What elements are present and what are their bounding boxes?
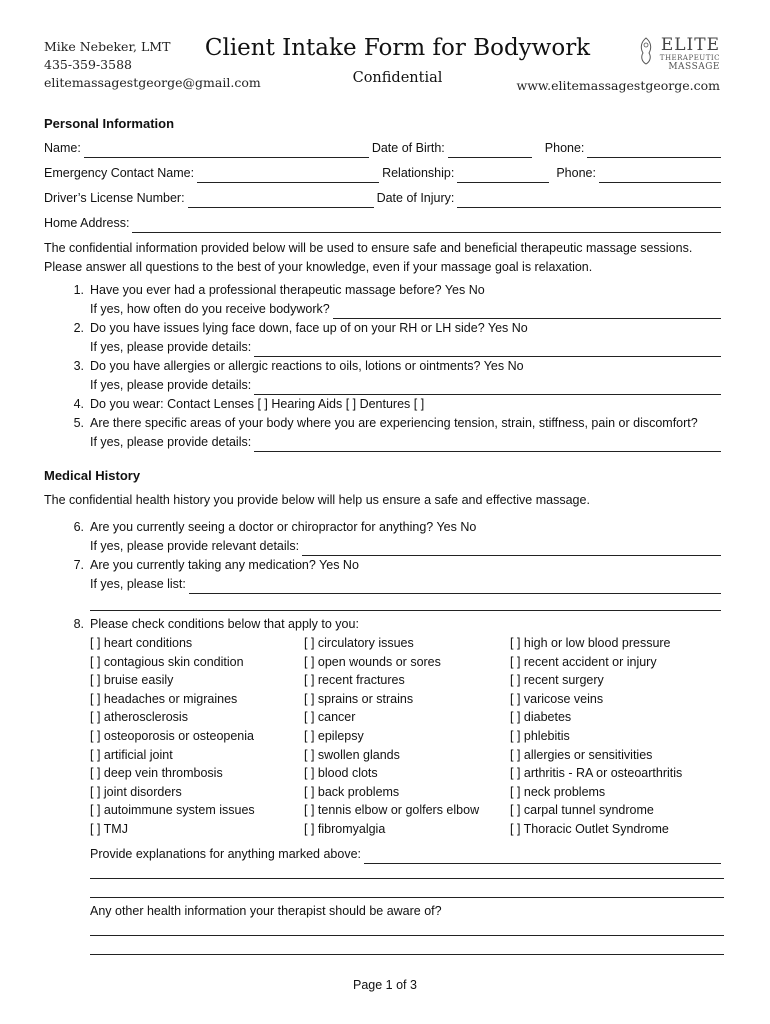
condition-checkbox-item[interactable]: [ ] cancer — [304, 710, 356, 725]
logo — [517, 36, 720, 72]
logo-emblem-icon — [636, 36, 656, 66]
followup-label: If yes, please provide relevant details: — [90, 539, 300, 553]
question-number: 1. — [73, 283, 84, 297]
therapist-email: elitemassagestgeorge@gmail.com — [44, 75, 261, 90]
condition-checkbox-item[interactable]: [ ] TMJ — [90, 821, 128, 836]
injury-field[interactable] — [457, 195, 721, 208]
therapist-name: Mike Nebeker, LMT — [44, 39, 171, 54]
followup-field[interactable] — [189, 581, 721, 594]
section-heading-personal: Personal Information — [44, 116, 175, 131]
followup-field[interactable] — [333, 306, 721, 319]
followup-label: If yes, please list: — [90, 577, 186, 591]
emergency-contact-label: Emergency Contact Name: — [44, 166, 195, 180]
condition-checkbox-item[interactable]: [ ] back problems — [304, 784, 400, 799]
condition-checkbox-item[interactable]: [ ] diabetes — [510, 710, 572, 725]
license-label: Driver’s License Number: — [44, 191, 185, 205]
medical-intro: The confidential health history you provide below will help us ensure a safe and effective massage. — [44, 493, 590, 507]
condition-checkbox-item[interactable]: [ ] bruise easily — [90, 673, 174, 688]
questions-list-2 — [44, 518, 724, 634]
phone-label: Phone: — [544, 141, 585, 155]
followup-label: If yes, please provide details: — [90, 340, 252, 354]
question-text: Do you have issues lying face down, face up of on your RH or LH side? Yes No — [90, 321, 528, 335]
question-text: Are there specific areas of your body where you are experiencing tension, strain, stiffness, pain or discomfort? — [90, 416, 698, 430]
section-heading-medical: Medical History — [44, 468, 141, 483]
followup-field[interactable] — [254, 344, 721, 357]
question-1 — [44, 281, 724, 319]
name-field[interactable] — [84, 145, 369, 158]
address-label: Home Address: — [44, 216, 130, 230]
emergency-contact-field[interactable] — [197, 170, 379, 183]
dob-label: Date of Birth: — [371, 141, 445, 155]
question-text: Are you currently taking any medication? Yes No — [90, 558, 359, 572]
question-3 — [44, 357, 724, 395]
question-7 — [44, 556, 724, 611]
form-title: Client Intake Form for Bodywork — [204, 35, 591, 61]
condition-checkbox-item[interactable]: [ ] recent fractures — [304, 673, 405, 688]
license-row — [44, 183, 724, 208]
question-number: 5. — [73, 416, 84, 430]
followup-label: If yes, please provide details: — [90, 378, 252, 392]
website-url: www.elitemassagestgeorge.com — [516, 78, 720, 93]
condition-checkbox-item[interactable]: [ ] swollen glands — [304, 747, 400, 762]
question-2 — [44, 319, 724, 357]
followup-field[interactable] — [254, 439, 721, 452]
questions-list-1 — [44, 281, 724, 452]
condition-checkbox-item[interactable]: [ ] recent accident or injury — [510, 654, 657, 669]
license-field[interactable] — [188, 195, 374, 208]
other-info-label: Any other health information your therapist should be aware of? — [90, 903, 442, 918]
explain-row — [90, 845, 724, 864]
question-number: 8. — [73, 617, 84, 631]
address-row — [44, 208, 724, 233]
question-number: 3. — [73, 359, 84, 373]
followup-label: If yes, how often do you receive bodywork? — [90, 302, 330, 316]
phone-field[interactable] — [587, 145, 721, 158]
condition-checkbox-item[interactable]: [ ] phlebitis — [510, 728, 570, 743]
conditions-checklist — [90, 634, 724, 839]
condition-checkbox-item[interactable]: [ ] deep vein thrombosis — [90, 766, 223, 781]
condition-checkbox-item[interactable]: [ ] arthritis - RA or osteoarthritis — [510, 766, 683, 781]
condition-checkbox-item[interactable]: [ ] osteoporosis or osteopenia — [90, 728, 254, 743]
condition-checkbox-item[interactable]: [ ] tennis elbow or golfers elbow — [304, 803, 480, 818]
followup-field-2[interactable] — [90, 598, 721, 611]
condition-checkbox-item[interactable]: [ ] Thoracic Outlet Syndrome — [510, 821, 669, 836]
question-4 — [44, 395, 724, 414]
condition-checkbox-item[interactable]: [ ] sprains or strains — [304, 691, 414, 706]
condition-checkbox-item[interactable]: [ ] artificial joint — [90, 747, 173, 762]
question-number: 6. — [73, 520, 84, 534]
condition-checkbox-item[interactable]: [ ] circulatory issues — [304, 636, 414, 650]
injury-label: Date of Injury: — [376, 191, 455, 205]
form-body — [44, 110, 724, 955]
form-subtitle: Confidential — [352, 70, 443, 86]
condition-checkbox-item[interactable]: [ ] heart conditions — [90, 636, 193, 650]
name-label: Name: — [44, 141, 81, 155]
explain-label: Provide explanations for anything marked above: — [90, 846, 361, 861]
address-field[interactable] — [132, 220, 721, 233]
page-number: Page 1 of 3 — [353, 978, 417, 992]
question-number: 4. — [73, 397, 84, 411]
logo-main-text: ELITE — [660, 35, 720, 55]
logo-line-1: THERAPEUTIC — [659, 54, 720, 62]
followup-label: If yes, please provide details: — [90, 435, 252, 449]
condition-checkbox-item[interactable]: [ ] recent surgery — [510, 673, 604, 688]
condition-checkbox-item[interactable]: [ ] atherosclerosis — [90, 710, 188, 725]
explain-field-3[interactable] — [90, 883, 724, 898]
intro-paragraph — [44, 239, 724, 277]
emergency-row — [44, 158, 724, 183]
question-5 — [44, 414, 724, 452]
condition-checkbox-item[interactable]: [ ] carpal tunnel syndrome — [510, 803, 654, 818]
relationship-field[interactable] — [457, 170, 549, 183]
name-row — [44, 133, 724, 158]
condition-checkbox-item[interactable]: [ ] contagious skin condition — [90, 654, 244, 669]
other-info-field-1[interactable] — [90, 921, 724, 936]
other-info-field-2[interactable] — [90, 940, 724, 955]
question-text: Do you have allergies or allergic reactions to oils, lotions or ointments? Yes No — [90, 359, 524, 373]
dob-field[interactable] — [448, 145, 532, 158]
question-number: 7. — [73, 558, 84, 572]
business-logo-block — [517, 36, 720, 93]
explain-field-2[interactable] — [90, 864, 724, 879]
condition-checkbox-item[interactable]: [ ] joint disorders — [90, 784, 182, 799]
condition-checkbox-item[interactable]: [ ] high or low blood pressure — [510, 636, 671, 650]
condition-checkbox-item[interactable]: [ ] autoimmune system issues — [90, 803, 255, 818]
condition-checkbox-item[interactable]: [ ] open wounds or sores — [304, 654, 441, 669]
emergency-phone-label: Phone: — [556, 166, 596, 180]
question-text: Do you wear: Contact Lenses [ ] Hearing Aids [ ] Dentures [ ] — [90, 397, 425, 411]
intro-line-2: Please answer all questions to the best of your knowledge, even if your massage goal is relaxation. — [44, 260, 593, 274]
explain-field[interactable] — [364, 851, 721, 864]
followup-field[interactable] — [302, 543, 721, 556]
question-number: 2. — [73, 321, 84, 335]
intro-line-1: The confidential information provided below will be used to ensure safe and beneficial therapeutic massage sessions. — [44, 241, 693, 255]
condition-checkbox-item[interactable]: [ ] epilepsy — [304, 728, 364, 743]
emergency-phone-field[interactable] — [599, 170, 721, 183]
logo-line-2: MASSAGE — [668, 62, 720, 72]
condition-checkbox-item[interactable]: [ ] headaches or migraines — [90, 691, 238, 706]
condition-checkbox-item[interactable]: [ ] fibromyalgia — [304, 821, 386, 836]
condition-checkbox-item[interactable]: [ ] blood clots — [304, 766, 378, 781]
question-6 — [44, 518, 724, 556]
question-text: Please check conditions below that apply to you: — [90, 617, 359, 631]
question-8 — [44, 615, 724, 634]
question-text: Are you currently seeing a doctor or chiropractor for anything? Yes No — [90, 520, 477, 534]
condition-checkbox-item[interactable]: [ ] allergies or sensitivities — [510, 747, 653, 762]
relationship-label: Relationship: — [382, 166, 455, 180]
question-text: Have you ever had a professional therapeutic massage before? Yes No — [90, 283, 485, 297]
followup-field[interactable] — [254, 382, 721, 395]
condition-checkbox-item[interactable]: [ ] varicose veins — [510, 691, 604, 706]
condition-checkbox-item[interactable]: [ ] neck problems — [510, 784, 606, 799]
therapist-phone: 435-359-3588 — [44, 57, 132, 72]
